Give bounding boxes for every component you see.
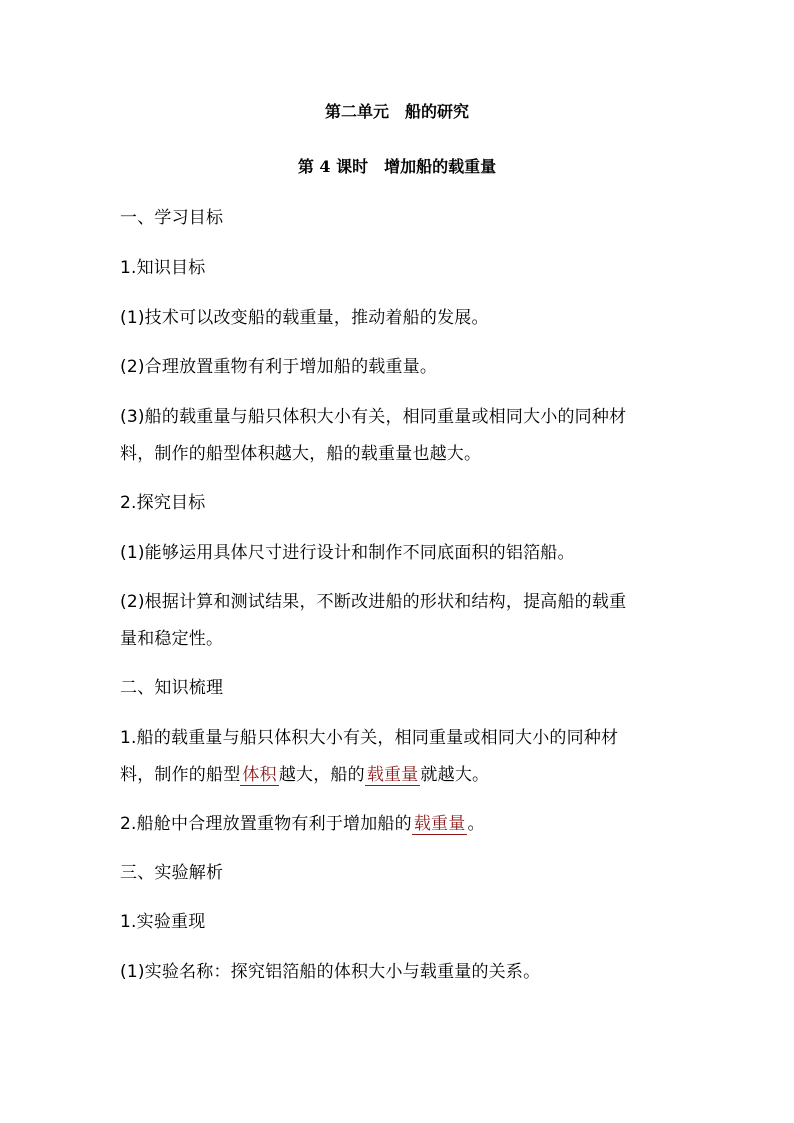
paragraph-3-line-1: (3)船的载重量与船只体积大小有关，相同重量或相同大小的同种材: [120, 407, 627, 427]
section-heading-experiment: 三、实验解析: [120, 863, 224, 883]
section-heading-objectives: 一、学习目标: [120, 208, 224, 228]
paragraph-2: (2)合理放置重物有利于增加船的载重量。: [120, 357, 438, 377]
text-segment: 。: [467, 814, 485, 834]
answer-blank-load: 载重量: [366, 765, 419, 785]
paragraph-3-line-2: 料，制作的船型体积越大，船的载重量也越大。: [120, 444, 482, 464]
paragraph-5-line-1: (2)根据计算和测试结果，不断改进船的形状和结构，提高船的载重: [120, 592, 627, 612]
experiment-name: (1)实验名称：探究铝箔船的体积大小与载重量的关系。: [120, 962, 541, 982]
subheading-knowledge-objectives: 1.知识目标: [120, 258, 206, 278]
text-segment: 越大，船的: [278, 765, 365, 785]
knowledge-1-line-1: 1.船的载重量与船只体积大小有关，相同重量或相同大小的同种材: [120, 728, 619, 748]
knowledge-2: [120, 813, 485, 835]
text-segment: 就越大。: [420, 765, 490, 785]
section-heading-knowledge: 二、知识梳理: [120, 678, 224, 698]
paragraph-4: (1)能够运用具体尺寸进行设计和制作不同底面积的铝箔船。: [120, 543, 575, 563]
knowledge-1-line-2: [120, 764, 489, 786]
text-segment: 料，制作的船型: [120, 765, 241, 785]
answer-blank-load-2: 载重量: [413, 814, 466, 834]
text-segment: 2.船舱中合理放置重物有利于增加船的: [120, 814, 412, 834]
subheading-experiment-repro: 1.实验重现: [120, 912, 206, 932]
lesson-title: 第 4 课时 增加船的载重量: [297, 157, 497, 176]
paragraph-5-line-2: 量和稳定性。: [120, 629, 224, 649]
unit-title: 第二单元 船的研究: [324, 102, 469, 121]
paragraph-1: (1)技术可以改变船的载重量，推动着船的发展。: [120, 308, 489, 328]
subheading-inquiry-objectives: 2.探究目标: [120, 493, 206, 513]
answer-blank-volume: 体积: [242, 765, 277, 785]
